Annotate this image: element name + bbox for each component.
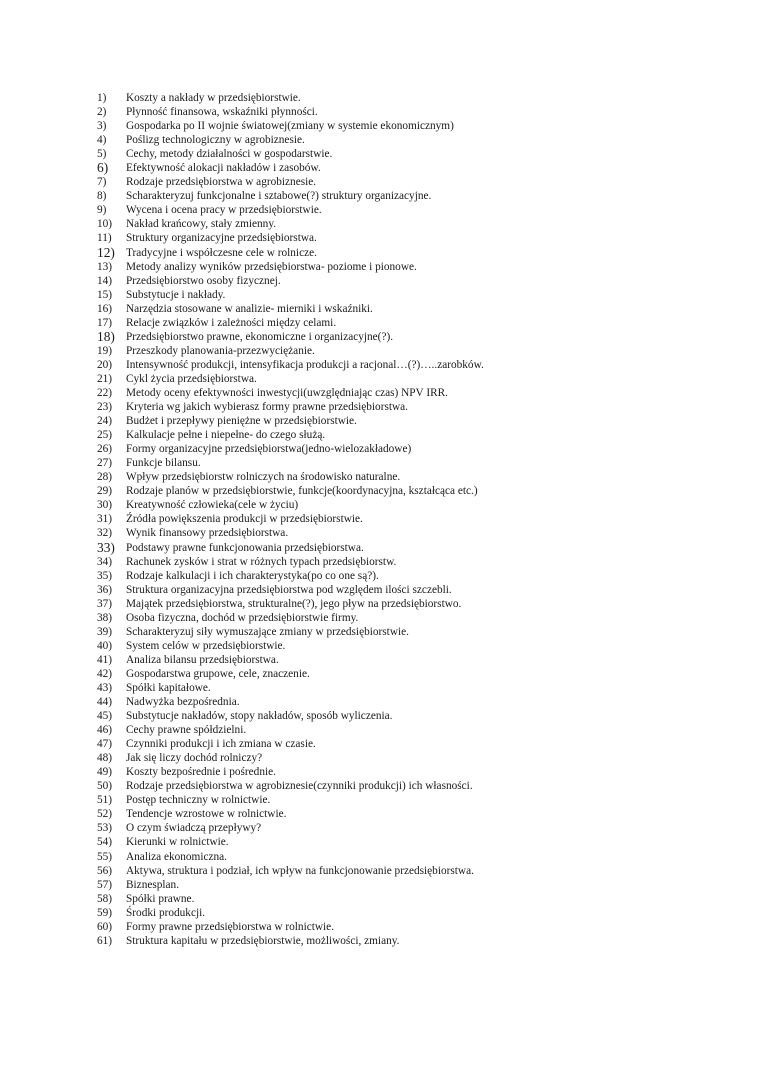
list-item bbox=[97, 892, 697, 906]
item-text: O czym świadczą przepływy? bbox=[126, 822, 262, 835]
list-item bbox=[97, 400, 697, 414]
list-item bbox=[97, 667, 697, 681]
list-item bbox=[97, 864, 697, 878]
item-number: 18) bbox=[97, 328, 115, 344]
list-item bbox=[97, 217, 697, 231]
item-text: Wpływ przedsiębiorstw rolniczych na środowisko naturalne. bbox=[126, 471, 401, 484]
item-number: 15) bbox=[97, 288, 113, 301]
item-text: Rachunek zysków i strat w różnych typach przedsiębiorstw. bbox=[126, 555, 397, 568]
list-item bbox=[97, 147, 697, 161]
list-item bbox=[97, 498, 697, 512]
item-number: 49) bbox=[97, 766, 113, 779]
list-item bbox=[97, 470, 697, 484]
item-text: Rodzaje przedsiębiorstwa w agrobiznesie(czynniki produkcji) ich własności. bbox=[126, 780, 473, 793]
item-text: Budżet i przepływy pieniężne w przedsiębiorstwie. bbox=[126, 415, 357, 428]
item-text: Intensywność produkcji, intensyfikacja produkcji a racjonal…(?)…..zarobków. bbox=[126, 358, 484, 371]
list-item bbox=[97, 611, 697, 625]
list-item bbox=[97, 681, 697, 695]
list-item bbox=[97, 260, 697, 274]
item-number: 27) bbox=[97, 457, 113, 470]
item-text: Nadwyżka bezpośrednia. bbox=[126, 696, 240, 709]
item-text: Substytucje i nakłady. bbox=[126, 288, 226, 301]
item-number: 4) bbox=[97, 134, 107, 147]
list-item bbox=[97, 850, 697, 864]
list-item bbox=[97, 288, 697, 302]
item-number: 10) bbox=[97, 218, 113, 231]
item-text: Cechy prawne spółdzielni. bbox=[126, 724, 247, 737]
list-item bbox=[97, 372, 697, 386]
item-text: Analiza ekonomiczna. bbox=[126, 850, 227, 863]
list-item bbox=[97, 709, 697, 723]
item-number: 16) bbox=[97, 302, 113, 315]
item-number: 19) bbox=[97, 344, 113, 357]
item-text: Metody analizy wyników przedsiębiorstwa- poziome i pionowe. bbox=[126, 260, 417, 273]
item-text: Tradycyjne i współczesne cele w rolnicze. bbox=[126, 246, 317, 259]
item-number: 47) bbox=[97, 738, 113, 751]
item-text: Tendencje wzrostowe w rolnictwie. bbox=[126, 808, 287, 821]
item-number: 12) bbox=[97, 244, 115, 260]
list-item bbox=[97, 526, 697, 540]
item-number: 26) bbox=[97, 443, 113, 456]
item-number: 41) bbox=[97, 653, 113, 666]
item-number: 57) bbox=[97, 878, 113, 891]
item-text: Rodzaje przedsiębiorstwa w agrobiznesie. bbox=[126, 176, 317, 189]
item-number: 61) bbox=[97, 934, 113, 947]
item-number: 21) bbox=[97, 372, 113, 385]
item-number: 42) bbox=[97, 667, 113, 680]
item-number: 6) bbox=[97, 160, 109, 176]
item-number: 35) bbox=[97, 569, 113, 582]
item-text: Substytucje nakładów, stopy nakładów, sposób wyliczenia. bbox=[126, 710, 393, 723]
item-number: 24) bbox=[97, 415, 113, 428]
item-number: 14) bbox=[97, 274, 113, 287]
item-number: 46) bbox=[97, 724, 113, 737]
list-item bbox=[97, 274, 697, 288]
item-number: 5) bbox=[97, 148, 107, 161]
list-item bbox=[97, 555, 697, 569]
list-item bbox=[97, 330, 697, 344]
item-number: 48) bbox=[97, 752, 113, 765]
list-item bbox=[97, 934, 697, 948]
item-text: Przedsiębiorstwo prawne, ekonomiczne i organizacyjne(?). bbox=[126, 330, 394, 343]
item-number: 59) bbox=[97, 906, 113, 919]
item-number: 22) bbox=[97, 386, 113, 399]
list-item bbox=[97, 835, 697, 849]
item-number: 29) bbox=[97, 485, 113, 498]
item-number: 39) bbox=[97, 625, 113, 638]
list-item bbox=[97, 569, 697, 583]
item-number: 32) bbox=[97, 527, 113, 540]
list-item bbox=[97, 344, 697, 358]
item-number: 56) bbox=[97, 864, 113, 877]
item-text: Postęp techniczny w rolnictwie. bbox=[126, 794, 271, 807]
item-text: Spółki kapitałowe. bbox=[126, 681, 211, 694]
list-item bbox=[97, 653, 697, 667]
item-text: Źródła powiększenia produkcji w przedsiębiorstwie. bbox=[126, 513, 363, 526]
item-number: 20) bbox=[97, 358, 113, 371]
item-text: Kreatywność człowieka(cele w życiu) bbox=[126, 499, 299, 512]
list-item bbox=[97, 302, 697, 316]
list-item bbox=[97, 625, 697, 639]
item-text: Wycena i ocena pracy w przedsiębiorstwie. bbox=[126, 204, 322, 217]
item-number: 1) bbox=[97, 92, 107, 104]
list-item bbox=[97, 793, 697, 807]
list-item bbox=[97, 512, 697, 526]
item-text: Struktury organizacyjne przedsiębiorstwa. bbox=[126, 232, 317, 245]
item-number: 23) bbox=[97, 401, 113, 414]
list-item bbox=[97, 878, 697, 892]
list-item bbox=[97, 246, 697, 260]
item-text: Płynność finansowa, wskaźniki płynności. bbox=[126, 106, 318, 119]
list-item bbox=[97, 386, 697, 400]
item-number: 55) bbox=[97, 850, 113, 863]
item-number: 38) bbox=[97, 611, 113, 624]
item-number: 31) bbox=[97, 513, 113, 526]
item-number: 9) bbox=[97, 204, 107, 217]
item-number: 28) bbox=[97, 471, 113, 484]
list-item bbox=[97, 189, 697, 203]
item-text: Przedsiębiorstwo osoby fizycznej. bbox=[126, 274, 281, 287]
item-number: 53) bbox=[97, 822, 113, 835]
list-item bbox=[97, 442, 697, 456]
item-text: Kalkulacje pełne i niepełne- do czego służą. bbox=[126, 429, 326, 442]
item-text: Osoba fizyczna, dochód w przedsiębiorstwie firmy. bbox=[126, 611, 359, 624]
list-item bbox=[97, 723, 697, 737]
item-number: 3) bbox=[97, 120, 107, 133]
list-item bbox=[97, 484, 697, 498]
item-text: Struktura organizacyjna przedsiębiorstwa pod względem ilości szczebli. bbox=[126, 583, 452, 596]
item-text: Funkcje bilansu. bbox=[126, 457, 201, 470]
list-item bbox=[97, 91, 697, 105]
item-number: 25) bbox=[97, 429, 113, 442]
item-number: 45) bbox=[97, 710, 113, 723]
item-number: 60) bbox=[97, 920, 113, 933]
item-number: 40) bbox=[97, 639, 113, 652]
list-item bbox=[97, 583, 697, 597]
item-text: Środki produkcji. bbox=[126, 906, 206, 919]
item-text: Analiza bilansu przedsiębiorstwa. bbox=[126, 653, 279, 666]
item-text: Formy prawne przedsiębiorstwa w rolnictwie. bbox=[126, 920, 334, 933]
item-text: Aktywa, struktura i podział, ich wpływ na funkcjonowanie przedsiębiorstwa. bbox=[126, 864, 474, 877]
list-item bbox=[97, 316, 697, 330]
list-item bbox=[97, 133, 697, 147]
list-item bbox=[97, 105, 697, 119]
list-item bbox=[97, 541, 697, 555]
item-number: 54) bbox=[97, 836, 113, 849]
item-text: Kierunki w rolnictwie. bbox=[126, 836, 229, 849]
item-text: Majątek przedsiębiorstwa, strukturalne(?), jego pływ na przedsiębiorstwo. bbox=[126, 597, 462, 610]
list-item bbox=[97, 751, 697, 765]
item-text: Scharakteryzuj siły wymuszające zmiany w przedsiębiorstwie. bbox=[126, 625, 409, 638]
item-number: 33) bbox=[97, 539, 115, 555]
item-text: Nakład krańcowy, stały zmienny. bbox=[126, 218, 277, 231]
item-text: Formy organizacyjne przedsiębiorstwa(jedno-wielozakładowe) bbox=[126, 443, 412, 456]
item-number: 30) bbox=[97, 499, 113, 512]
item-number: 36) bbox=[97, 583, 113, 596]
item-text: System celów w przedsiębiorstwie. bbox=[126, 639, 286, 652]
item-number: 34) bbox=[97, 555, 113, 568]
list-item bbox=[97, 765, 697, 779]
item-text: Narzędzia stosowane w analizie- mierniki i wskaźniki. bbox=[126, 302, 373, 315]
item-text: Podstawy prawne funkcjonowania przedsiębiorstwa. bbox=[126, 541, 364, 554]
item-text: Efektywność alokacji nakładów i zasobów. bbox=[126, 162, 321, 175]
item-text: Cechy, metody działalności w gospodarstwie. bbox=[126, 148, 333, 161]
item-number: 37) bbox=[97, 597, 113, 610]
list-item bbox=[97, 175, 697, 189]
item-text: Relacje związków i zależności między celami. bbox=[126, 316, 337, 329]
list-item bbox=[97, 203, 697, 217]
item-number: 50) bbox=[97, 780, 113, 793]
item-text: Koszty a nakłady w przedsiębiorstwie. bbox=[126, 92, 301, 104]
list-item bbox=[97, 358, 697, 372]
item-number: 51) bbox=[97, 794, 113, 807]
item-text: Czynniki produkcji i ich zmiana w czasie. bbox=[126, 738, 316, 751]
item-text: Jak się liczy dochód rolniczy? bbox=[126, 752, 263, 765]
item-number: 7) bbox=[97, 176, 107, 189]
item-number: 58) bbox=[97, 892, 113, 905]
item-text: Kryteria wg jakich wybierasz formy prawne przedsiębiorstwa. bbox=[126, 401, 409, 414]
list-item bbox=[97, 456, 697, 470]
list-item bbox=[97, 639, 697, 653]
item-text: Rodzaje kalkulacji i ich charakterystyka(po co one są?). bbox=[126, 569, 379, 582]
item-number: 17) bbox=[97, 316, 113, 329]
list-item bbox=[97, 597, 697, 611]
item-number: 43) bbox=[97, 681, 113, 694]
item-text: Struktura kapitału w przedsiębiorstwie, możliwości, zmiany. bbox=[126, 934, 400, 947]
item-number: 44) bbox=[97, 696, 113, 709]
item-text: Przeszkody planowania-przezwyciężanie. bbox=[126, 344, 315, 357]
item-text: Gospodarka po II wojnie światowej(zmiany w systemie ekonomicznym) bbox=[126, 120, 454, 133]
question-list bbox=[97, 91, 697, 948]
list-item bbox=[97, 231, 697, 245]
list-item bbox=[97, 737, 697, 751]
item-text: Rodzaje planów w przedsiębiorstwie, funkcje(koordynacyjna, kształcąca etc.) bbox=[126, 485, 478, 498]
list-item bbox=[97, 414, 697, 428]
item-text: Metody oceny efektywności inwestycji(uwzględniając czas) NPV IRR. bbox=[126, 386, 448, 399]
item-text: Wynik finansowy przedsiębiorstwa. bbox=[126, 527, 289, 540]
list-item bbox=[97, 821, 697, 835]
list-item bbox=[97, 428, 697, 442]
list-item bbox=[97, 920, 697, 934]
item-number: 2) bbox=[97, 106, 107, 119]
item-number: 13) bbox=[97, 260, 113, 273]
item-text: Biznesplan. bbox=[126, 878, 180, 891]
item-text: Koszty bezpośrednie i pośrednie. bbox=[126, 766, 276, 779]
item-number: 52) bbox=[97, 808, 113, 821]
list-item bbox=[97, 779, 697, 793]
item-text: Spółki prawne. bbox=[126, 892, 195, 905]
item-number: 8) bbox=[97, 190, 107, 203]
list-item bbox=[97, 695, 697, 709]
list-item bbox=[97, 807, 697, 821]
item-number: 11) bbox=[97, 232, 112, 245]
list-item bbox=[97, 161, 697, 175]
list-item bbox=[97, 906, 697, 920]
item-text: Cykl życia przedsiębiorstwa. bbox=[126, 372, 257, 385]
item-text: Gospodarstwa grupowe, cele, znaczenie. bbox=[126, 667, 310, 680]
item-text: Poślizg technologiczny w agrobiznesie. bbox=[126, 134, 305, 147]
item-text: Scharakteryzuj funkcjonalne i sztabowe(?) struktury organizacyjne. bbox=[126, 190, 432, 203]
list-item bbox=[97, 119, 697, 133]
